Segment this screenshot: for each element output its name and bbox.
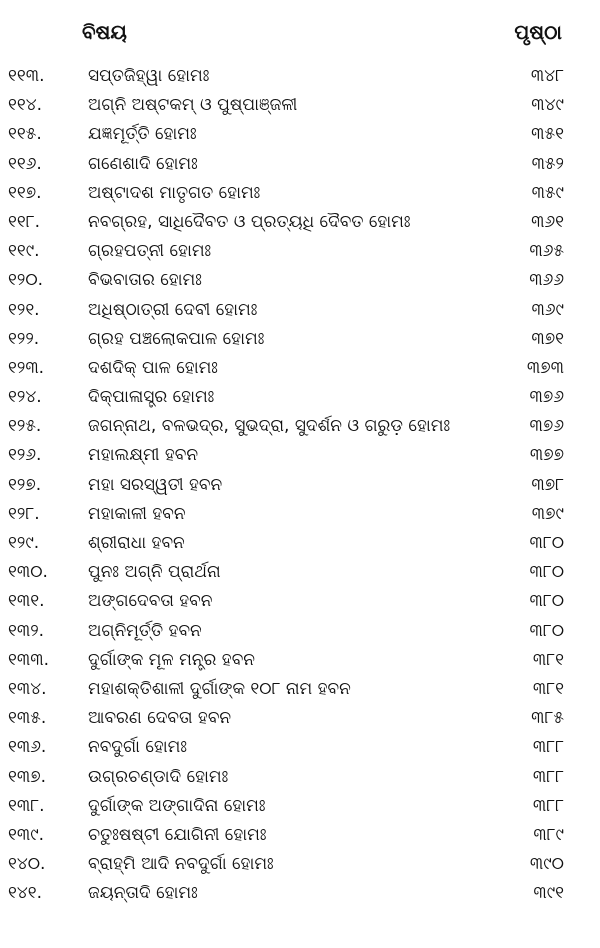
contents-row (0, 62, 600, 91)
contents-row (0, 792, 600, 821)
entry-page-number: ୩୫୧ (531, 124, 564, 145)
entry-number: ୧୪୦. (8, 854, 46, 875)
entry-title: ମହାଲକ୍ଷ୍ମୀ ହବନ (88, 445, 199, 466)
entry-title: ଆବରଣ ଦେବତା ହବନ (88, 708, 232, 729)
entry-number: ୧୧୭. (8, 182, 42, 203)
entry-title: ଯଜ୍ଞମୂର୍ତ୍ତି ହୋମଃ (88, 124, 197, 145)
page-column-header: ପୃଷ୍ଠା (514, 20, 562, 44)
entry-number: ୧୧୪. (8, 95, 43, 116)
contents-row (0, 763, 600, 792)
entry-number: ୧୨୮. (8, 503, 40, 524)
entry-page-number: ୩୮୧ (532, 649, 564, 670)
entry-title: ଶ୍ରୀରାଧା ହବନ (88, 533, 185, 553)
contents-list (0, 62, 600, 908)
contents-row (0, 208, 600, 237)
entry-number: ୧୪୧. (8, 883, 43, 904)
contents-row (0, 558, 600, 587)
entry-number: ୧୨୭. (8, 474, 42, 495)
entry-number: ୧୨୫. (8, 416, 42, 437)
entry-title: ଗ୍ରହପତ୍ନୀ ହୋମଃ (88, 241, 212, 262)
contents-row (0, 617, 600, 646)
contents-row (0, 383, 600, 412)
contents-row (0, 237, 600, 266)
entry-page-number: ୩୭୧ (531, 328, 564, 349)
entry-number: ୧୨୧. (8, 299, 40, 320)
contents-row (0, 850, 600, 879)
entry-page-number: ୩୮୮ (532, 795, 564, 816)
entry-page-number: ୩୫୨ (531, 153, 564, 174)
contents-row (0, 704, 600, 733)
contents-row (0, 266, 600, 295)
contents-row (0, 646, 600, 675)
contents-row (0, 179, 600, 208)
table-header (0, 14, 600, 50)
entry-number: ୧୩୨. (8, 620, 45, 641)
entry-number: ୧୩୭. (8, 766, 47, 787)
entry-title: ଜୟନ୍ତାଦି ହୋମଃ (88, 883, 198, 904)
entry-title: ନବଦୁର୍ଗା ହୋମଃ (88, 737, 187, 758)
entry-number: ୧୧୮. (8, 211, 40, 232)
entry-page-number: ୩୮୦ (529, 591, 564, 612)
entry-number: ୧୩୪. (8, 678, 47, 699)
entry-title: ଦୁର୍ଗାଙ୍କ ମୂଳ ମନ୍ତ୍ର ହବନ (88, 649, 256, 670)
entry-page-number: ୩୯୦ (529, 854, 564, 875)
contents-row (0, 441, 600, 470)
entry-page-number: ୩୬୫ (529, 241, 564, 262)
entry-title: ବ୍ରାହ୍ମି ଆଦି ନବଦୁର୍ଗା ହୋମଃ (88, 854, 274, 875)
entry-title: ଦିକ୍‌ପାଳାସ୍ତ୍ର ହୋମଃ (88, 387, 215, 408)
entry-page-number: ୩୮୫ (531, 708, 564, 729)
contents-row (0, 500, 600, 529)
entry-number: ୧୩୩. (8, 649, 49, 670)
entry-title: ଅଗ୍ନିମୂର୍ତ୍ତି ହବନ (88, 620, 202, 641)
entry-page-number: ୩୭୯ (531, 503, 564, 524)
contents-row (0, 354, 600, 383)
entry-number: ୧୨୦. (8, 270, 44, 291)
contents-row (0, 879, 600, 908)
entry-number: ୧୨୩. (8, 357, 45, 378)
entry-title: ଅଷ୍ଟାଦଶ ମାତୃଗତ ହୋମଃ (88, 182, 261, 203)
entry-page-number: ୩୬୬ (529, 270, 564, 291)
entry-number: ୧୩୬. (8, 737, 47, 758)
entry-number: ୧୩୮. (8, 795, 45, 816)
entry-title: ଅଧିଷ୍ଠାତ୍ରୀ ଦେବୀ ହୋମଃ (88, 299, 258, 320)
entry-number: ୧୧୬. (8, 153, 42, 174)
entry-page-number: ୩୬୯ (531, 299, 564, 320)
entry-page-number: ୩୮୯ (533, 824, 564, 845)
contents-row (0, 412, 600, 441)
entry-title: ଦୁର୍ଗାଙ୍କ ଅଙ୍ଗାଦିନା ହୋମଃ (88, 795, 266, 816)
entry-title: ମହାଶକ୍ତିଶାଳୀ ଦୁର୍ଗାଙ୍କ ୧୦୮ ନାମ ହବନ (88, 678, 351, 699)
entry-page-number: ୩୬୧ (531, 211, 564, 232)
entry-title: ମହା ସରସ୍ୱତୀ ହବନ (88, 474, 223, 495)
entry-number: ୧୧୩. (8, 66, 45, 86)
entry-title: ଅଙ୍ଗଦେବତା ହବନ (88, 591, 213, 612)
contents-row (0, 821, 600, 850)
entry-number: ୧୩୧. (8, 591, 45, 612)
entry-page-number: ୩୪୮ (530, 66, 564, 86)
contents-row (0, 471, 600, 500)
entry-title: ନବଗ୍ରହ, ସାଧିଦୈବତ ଓ ପ୍ରତ୍ୟଧି ଦୈବତ ହୋମଃ (88, 211, 411, 232)
contents-row (0, 120, 600, 149)
contents-row (0, 296, 600, 325)
entry-title: ଚତୁଃଷଷ୍ଟୀ ଯୋଗିନୀ ହୋମଃ (88, 824, 267, 845)
entry-number: ୧୨୬. (8, 445, 42, 466)
entry-page-number: ୩୮୦ (529, 533, 564, 553)
entry-page-number: ୩୭୩ (526, 357, 564, 378)
entry-title: ଉଗ୍ରଚଣ୍ଡାଦି ହୋମଃ (88, 766, 229, 787)
entry-title: ବିଭବାତାର ହୋମଃ (88, 270, 202, 291)
entry-number: ୧୧୯. (8, 241, 40, 262)
entry-page-number: ୩୮୦ (529, 620, 564, 641)
entry-title: ଅଗ୍ନି ଅଷ୍ଟକମ୍ ଓ ପୁଷ୍ପାଞ୍ଜଳୀ (88, 95, 298, 116)
entry-page-number: ୩୮୮ (532, 766, 564, 787)
entry-number: ୧୩୦. (8, 562, 48, 583)
contents-row (0, 675, 600, 704)
entry-page-number: ୩୭୬ (529, 416, 564, 437)
entry-page-number: ୩୮୧ (532, 678, 564, 699)
entry-page-number: ୩୮୦ (529, 562, 564, 583)
entry-title: ପୁନଃ ଅଗ୍ନି ପ୍ରାର୍ଥନା (88, 562, 221, 583)
entry-page-number: ୩୯୧ (533, 883, 564, 904)
entry-page-number: ୩୫୯ (531, 182, 564, 203)
entry-title: ଦଶଦିକ୍ ପାଳ ହୋମଃ (88, 357, 218, 378)
entry-number: ୧୩୯. (8, 824, 45, 845)
contents-row (0, 325, 600, 354)
entry-page-number: ୩୭୬ (529, 387, 564, 408)
subject-column-header: ବିଷୟ (82, 20, 127, 44)
entry-page-number: ୩୮୮ (532, 737, 564, 758)
entry-number: ୧୨୯. (8, 533, 40, 553)
contents-row (0, 150, 600, 179)
contents-row (0, 91, 600, 120)
entry-page-number: ୩୪୯ (531, 95, 564, 116)
entry-number: ୧୧୫. (8, 124, 42, 145)
contents-row (0, 733, 600, 762)
entry-number: ୧୨୪. (8, 387, 42, 408)
entry-title: ଜଗନ୍ନାଥ, ବଳଭଦ୍ର, ସୁଭଦ୍ରା, ସୁଦର୍ଶନ ଓ ଗରୁଡ଼ ହୋମଃ (88, 416, 451, 437)
entry-page-number: ୩୭୮ (531, 474, 564, 495)
contents-row (0, 587, 600, 616)
entry-title: ଗ୍ରହ ପଞ୍ଚଲୋକପାଳ ହୋମଃ (88, 328, 265, 349)
entry-number: ୧୨୨. (8, 328, 40, 349)
entry-number: ୧୩୫. (8, 708, 47, 729)
entry-title: ମହାକାଳୀ ହବନ (88, 503, 186, 524)
contents-row (0, 529, 600, 558)
entry-title: ସପ୍ତଜିହ୍ୱା ହୋମଃ (88, 66, 210, 86)
entry-title: ଗଣେଶାଦି ହୋମଃ (88, 153, 198, 174)
entry-page-number: ୩୭୭ (529, 445, 564, 466)
